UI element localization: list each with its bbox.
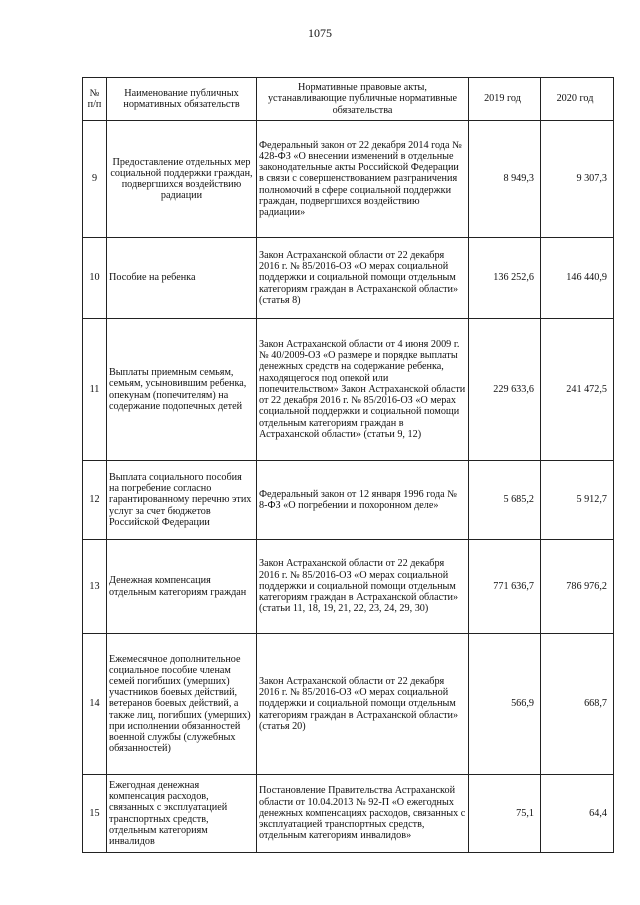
row-2019: 566,9 bbox=[469, 634, 541, 775]
row-name: Выплата социального пособия на погребение согласно гарантированному перечню этих услуг за счет бюджетов Российской Федерации bbox=[107, 461, 257, 540]
row-2019: 5 685,2 bbox=[469, 461, 541, 540]
row-name: Выплаты приемным семьям, семьям, усыновившим ребенка, опекунам (попечителям) на содержание подопечных детей bbox=[107, 319, 257, 461]
row-num: 15 bbox=[83, 775, 107, 853]
row-2020: 786 976,2 bbox=[541, 540, 614, 634]
table-row bbox=[83, 634, 614, 775]
row-2019: 771 636,7 bbox=[469, 540, 541, 634]
table-header-row bbox=[83, 78, 614, 121]
row-2019: 75,1 bbox=[469, 775, 541, 853]
row-num: 10 bbox=[83, 238, 107, 319]
header-name: Наименование публичных нормативных обязательств bbox=[107, 78, 257, 121]
row-name: Предоставление отдельных мер социальной поддержки граждан, подвергшихся воздействию радиации bbox=[107, 121, 257, 238]
header-2020: 2020 год bbox=[541, 78, 614, 121]
table-row bbox=[83, 775, 614, 853]
page-number: 1075 bbox=[308, 26, 332, 40]
obligations-table bbox=[82, 77, 614, 853]
row-2019: 8 949,3 bbox=[469, 121, 541, 238]
row-2020: 64,4 bbox=[541, 775, 614, 853]
header-2019: 2019 год bbox=[469, 78, 541, 121]
row-name: Пособие на ребенка bbox=[107, 238, 257, 319]
row-2020: 9 307,3 bbox=[541, 121, 614, 238]
row-acts: Закон Астраханской области от 22 декабря 2016 г. № 85/2016-ОЗ «О мерах социальной поддержки и социальной помощи отдельным категориям граждан в Астраханской области» (статья 20) bbox=[257, 634, 469, 775]
row-2020: 146 440,9 bbox=[541, 238, 614, 319]
row-acts: Федеральный закон от 12 января 1996 года № 8-ФЗ «О погребении и похоронном деле» bbox=[257, 461, 469, 540]
row-name: Ежегодная денежная компенсация расходов, связанных с эксплуатацией транспортных средств, отдельным категориям инвалидов bbox=[107, 775, 257, 853]
row-name: Ежемесячное дополнительное социальное пособие членам семей погибших (умерших) участников боевых действий, ветеранов боевых действий, а также лиц, погибших (умерших) при исполнении обязанностей военной службы (служебных обязанностей) bbox=[107, 634, 257, 775]
row-name: Денежная компенсация отдельным категориям граждан bbox=[107, 540, 257, 634]
row-num: 12 bbox=[83, 461, 107, 540]
row-acts: Федеральный закон от 22 декабря 2014 года № 428-ФЗ «О внесении изменений в отдельные законодательные акты Российской Федерации в связи с совершенствованием разграничения полномочий в сфере социальной поддержки граждан, подвергшихся воздействию радиации» bbox=[257, 121, 469, 238]
row-acts: Закон Астраханской области от 4 июня 2009 г. № 40/2009-ОЗ «О размере и порядке выплаты денежных средств на содержание ребенка, находящегося под опекой или попечительством» Закон Астраханской области от 22 декабря 2016 г. № 85/2016-ОЗ «О мерах социальной поддержки и социальной помощи отдельным категориям граждан в Астраханской области» (статьи 9, 12) bbox=[257, 319, 469, 461]
row-num: 13 bbox=[83, 540, 107, 634]
table-row bbox=[83, 461, 614, 540]
row-acts: Постановление Правительства Астраханской области от 10.04.2013 № 92-П «О ежегодных денежных компенсациях расходов, связанных с эксплуатацией транспортных средств, отдельным категориям инвалидов» bbox=[257, 775, 469, 853]
row-2019: 136 252,6 bbox=[469, 238, 541, 319]
table-row bbox=[83, 319, 614, 461]
table-row bbox=[83, 121, 614, 238]
table-row bbox=[83, 540, 614, 634]
table-row bbox=[83, 238, 614, 319]
row-2019: 229 633,6 bbox=[469, 319, 541, 461]
row-acts: Закон Астраханской области от 22 декабря 2016 г. № 85/2016-ОЗ «О мерах социальной поддержки и социальной помощи отдельным категориям граждан в Астраханской области» (статьи 11, 18, 19, 21, 22, 23, 24, 29, 30) bbox=[257, 540, 469, 634]
row-2020: 241 472,5 bbox=[541, 319, 614, 461]
row-num: 9 bbox=[83, 121, 107, 238]
row-num: 11 bbox=[83, 319, 107, 461]
row-num: 14 bbox=[83, 634, 107, 775]
header-acts: Нормативные правовые акты, устанавливающие публичные нормативные обязательства bbox=[257, 78, 469, 121]
row-2020: 5 912,7 bbox=[541, 461, 614, 540]
row-acts: Закон Астраханской области от 22 декабря 2016 г. № 85/2016-ОЗ «О мерах социальной поддержки и социальной помощи отдельным категориям граждан в Астраханской области» (статья 8) bbox=[257, 238, 469, 319]
row-2020: 668,7 bbox=[541, 634, 614, 775]
header-num: № п/п bbox=[83, 78, 107, 121]
